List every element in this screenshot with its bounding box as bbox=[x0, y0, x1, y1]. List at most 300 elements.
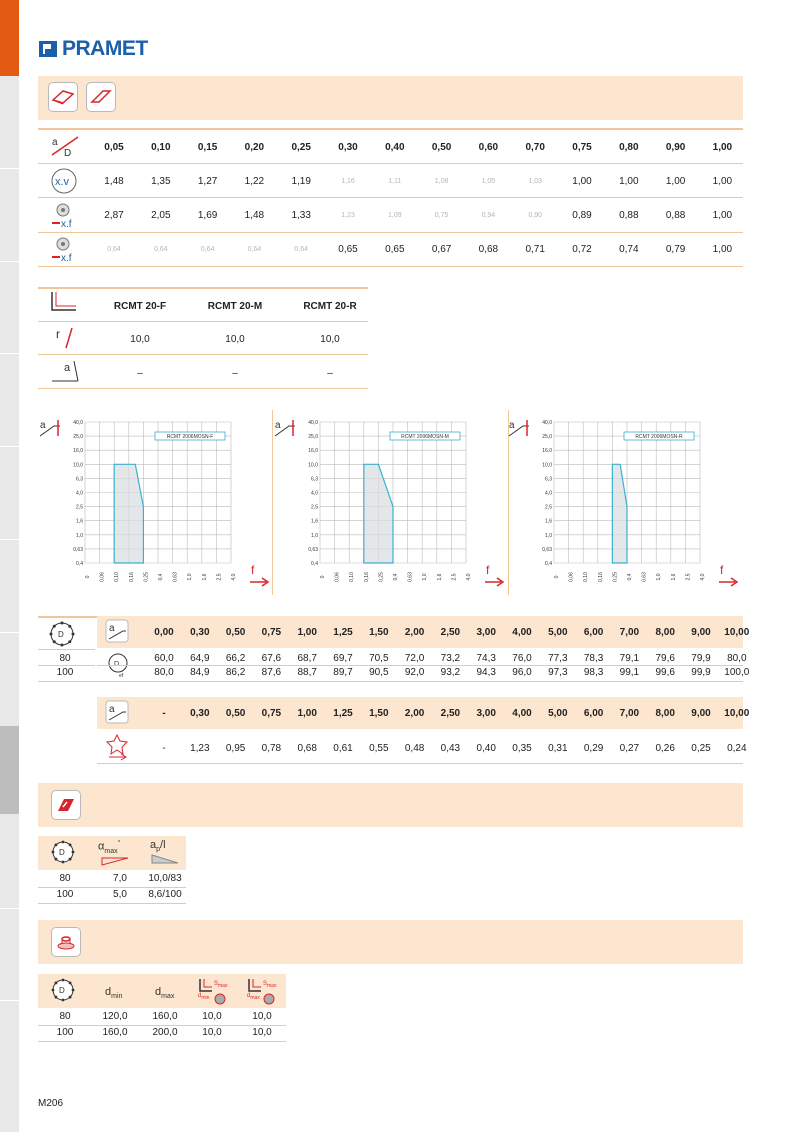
table-cell: 89,7 bbox=[333, 667, 353, 678]
table-cell: 94,3 bbox=[476, 667, 496, 678]
ramp-angle-icon bbox=[100, 856, 130, 866]
table-cell: 88,7 bbox=[297, 667, 317, 678]
column-header: 0,15 bbox=[197, 142, 218, 153]
table-cell: 0,75 bbox=[434, 212, 449, 219]
table-cell: 0,72 bbox=[572, 244, 592, 255]
x-tick-label: 0,10 bbox=[583, 572, 590, 582]
table-cell: 1,00 bbox=[712, 176, 733, 187]
table-cell: 0,31 bbox=[548, 743, 568, 754]
table-cell: 160,0 bbox=[102, 1027, 128, 1038]
table-cell: 0,24 bbox=[727, 743, 747, 754]
table-cell: 74,3 bbox=[476, 653, 496, 664]
x-tick-label: 0,4 bbox=[158, 573, 164, 581]
side-tab-active bbox=[0, 0, 19, 76]
table-cell: 0,27 bbox=[619, 743, 640, 754]
column-header: RCMT 20-R bbox=[303, 301, 357, 312]
ap-depth-icon bbox=[105, 700, 129, 724]
side-tab-strip bbox=[0, 0, 19, 1132]
side-tab-grey bbox=[0, 726, 19, 814]
table-cell: 10,0 bbox=[130, 334, 150, 345]
insert-plate-side-icon bbox=[89, 88, 113, 106]
application-area bbox=[114, 464, 143, 563]
side-tab-divider bbox=[0, 446, 19, 447]
section-band-helical bbox=[38, 920, 743, 964]
column-header: 7,00 bbox=[619, 708, 640, 719]
re-radius-icon bbox=[48, 324, 82, 352]
max-depth-dmin-icon-d-label bbox=[198, 993, 220, 1003]
table-cell: 0,64 bbox=[247, 246, 262, 253]
table-rule bbox=[38, 197, 743, 198]
table-rule bbox=[38, 163, 743, 164]
column-header: 2,00 bbox=[404, 627, 425, 638]
table-cell: 10,0 bbox=[252, 1011, 272, 1022]
chart-2 bbox=[509, 412, 744, 597]
table-cell: 0,67 bbox=[431, 244, 452, 255]
side-tab-divider bbox=[0, 1000, 19, 1001]
feed-arrow-icon bbox=[248, 564, 274, 588]
svg-text:D: D bbox=[59, 848, 65, 857]
dmax-header bbox=[155, 986, 195, 1002]
svg-text:a: a bbox=[275, 420, 281, 431]
max-depth-dmax-icon-d-sub: max bbox=[250, 995, 260, 1002]
y-tick-label: 1,6 bbox=[76, 518, 83, 525]
table-cell: 80 bbox=[59, 1011, 71, 1022]
column-header: 0,70 bbox=[525, 142, 545, 153]
section-band-ramping bbox=[38, 783, 743, 827]
table-rule bbox=[38, 903, 186, 904]
x-tick-label: 0 bbox=[85, 575, 91, 579]
x-tick-label: 4,0 bbox=[466, 573, 472, 581]
table-cell: 0,88 bbox=[619, 210, 639, 221]
x-tick-label: 0,16 bbox=[128, 572, 135, 582]
series-label: RCMT 2006MOSN-M bbox=[401, 434, 449, 440]
table-cell: 99,9 bbox=[691, 667, 711, 678]
table-cell: 1,00 bbox=[665, 176, 686, 187]
y-tick-label: 0,63 bbox=[73, 546, 83, 553]
series-label: RCMT 2006MOSN-F bbox=[166, 434, 214, 440]
max-depth-dmax-icon-s-label bbox=[263, 981, 285, 991]
table-cell: 1,00 bbox=[712, 244, 733, 255]
dmin-header-sub: min bbox=[111, 993, 123, 1001]
table-rule bbox=[97, 763, 743, 764]
table-rule bbox=[38, 287, 368, 289]
column-header: RCMT 20-M bbox=[207, 301, 263, 312]
table-cell: 0,29 bbox=[583, 743, 604, 754]
table-cell: 1,33 bbox=[291, 210, 311, 221]
row-header: 100 bbox=[56, 667, 74, 678]
table-cell: 100 bbox=[56, 889, 74, 900]
column-header: 10,00 bbox=[724, 627, 750, 638]
table-cell: 1,69 bbox=[197, 210, 218, 221]
y-tick-label: 6,3 bbox=[545, 476, 552, 483]
max-depth-dmax-icon-d-label bbox=[247, 993, 269, 1003]
x-tick-label: 0,63 bbox=[172, 572, 179, 582]
table-cell: 100,0 bbox=[724, 667, 750, 678]
pramet-logo-icon bbox=[38, 39, 58, 59]
y-tick-label: 25,0 bbox=[542, 434, 552, 441]
y-tick-label: 16,0 bbox=[73, 448, 83, 455]
svg-text:r: r bbox=[56, 327, 60, 341]
x-tick-label: 1,6 bbox=[436, 573, 443, 581]
table-cell: 2,87 bbox=[104, 210, 124, 221]
table-cell: 200,0 bbox=[152, 1027, 178, 1038]
svg-text:x.f: x.f bbox=[61, 253, 72, 264]
x-tick-label: 4,0 bbox=[700, 573, 706, 581]
column-header: 3,00 bbox=[476, 708, 496, 719]
y-tick-label: 4,0 bbox=[311, 490, 318, 497]
column-header: 8,00 bbox=[655, 627, 675, 638]
y-tick-label: 10,0 bbox=[73, 462, 83, 469]
y-tick-label: 2,5 bbox=[545, 504, 552, 511]
table-cell: 7,0 bbox=[113, 873, 127, 884]
table-cell: 0,68 bbox=[297, 743, 317, 754]
y-tick-label: 16,0 bbox=[308, 448, 318, 455]
svg-text:a: a bbox=[509, 420, 515, 431]
alpha-symbol: α bbox=[98, 840, 105, 853]
alpha-sup: ° bbox=[117, 840, 121, 847]
table-cell: 84,9 bbox=[190, 667, 210, 678]
column-header: 0,50 bbox=[225, 627, 246, 638]
table-cell: 1,03 bbox=[528, 178, 542, 185]
svg-text:a: a bbox=[64, 362, 71, 374]
x-tick-label: 0 bbox=[320, 575, 326, 579]
column-header: 5,00 bbox=[548, 708, 568, 719]
x-tick-label: 0,4 bbox=[393, 573, 399, 581]
svg-text:ef: ef bbox=[119, 673, 124, 679]
x-tick-label: 0 bbox=[554, 575, 560, 579]
chart-plot bbox=[544, 412, 729, 597]
y-tick-label: 1,6 bbox=[545, 518, 552, 525]
y-tick-label: 4,0 bbox=[76, 490, 83, 497]
x-tick-label: 0,4 bbox=[627, 573, 633, 581]
ap-depth-icon bbox=[507, 418, 531, 438]
helical-interpolation-icon bbox=[55, 932, 77, 952]
table-cell: – bbox=[137, 368, 143, 379]
table-cell: 160,0 bbox=[152, 1011, 178, 1022]
side-tab-divider bbox=[0, 908, 19, 909]
x-tick-label: 0,10 bbox=[114, 572, 121, 582]
y-tick-label: 40,0 bbox=[542, 420, 552, 426]
diameter-icon bbox=[50, 977, 76, 1003]
table-cell: 0,25 bbox=[691, 743, 711, 754]
x-tick-label: 1,0 bbox=[422, 573, 429, 581]
column-header: 0,50 bbox=[225, 708, 246, 719]
table-cell: 70,5 bbox=[369, 653, 389, 664]
side-tab-divider bbox=[0, 632, 19, 633]
table-cell: 97,3 bbox=[548, 667, 568, 678]
x-tick-label: 0,25 bbox=[378, 572, 385, 582]
y-tick-label: 10,0 bbox=[308, 462, 318, 469]
table-cell: 99,1 bbox=[619, 667, 640, 678]
table-cell: 1,08 bbox=[434, 178, 449, 185]
column-header: 4,00 bbox=[512, 627, 532, 638]
y-tick-label: 10,0 bbox=[542, 462, 552, 469]
table-cell: 67,6 bbox=[261, 653, 282, 664]
application-area bbox=[612, 464, 627, 563]
x-tick-label: 1,6 bbox=[670, 573, 677, 581]
table-cell: 2,05 bbox=[151, 210, 171, 221]
table-rule bbox=[38, 665, 95, 666]
y-tick-label: 0,63 bbox=[542, 546, 552, 553]
table-cell: 100 bbox=[56, 1027, 74, 1038]
column-header: 1,00 bbox=[297, 708, 317, 719]
table-cell: 0,43 bbox=[440, 743, 461, 754]
column-header: 3,00 bbox=[476, 627, 496, 638]
column-header: 2,50 bbox=[440, 708, 461, 719]
column-header: 6,00 bbox=[583, 627, 604, 638]
table-cell: 0,26 bbox=[655, 743, 675, 754]
column-header: 1,00 bbox=[712, 142, 733, 153]
table-cell: 1,11 bbox=[388, 178, 402, 185]
column-header: 0,75 bbox=[572, 142, 592, 153]
table-cell: 0,78 bbox=[261, 743, 282, 754]
x-tick-label: 4,0 bbox=[231, 573, 237, 581]
table-cell: 68,7 bbox=[297, 653, 317, 664]
table-cell: 1,09 bbox=[387, 212, 402, 219]
table-cell: 1,16 bbox=[341, 178, 355, 185]
y-tick-label: 1,6 bbox=[311, 518, 318, 525]
column-header: 5,00 bbox=[548, 627, 568, 638]
x-axis-label: f bbox=[486, 563, 490, 577]
column-header: 0,75 bbox=[261, 708, 282, 719]
chart-0 bbox=[40, 412, 275, 597]
table-cell: 76,0 bbox=[512, 653, 532, 664]
table-cell: – bbox=[232, 368, 238, 379]
table-cell: 64,9 bbox=[190, 653, 210, 664]
table-cell: 0,79 bbox=[665, 244, 686, 255]
ramping-icon-box bbox=[51, 790, 81, 820]
y-tick-label: 0,4 bbox=[76, 561, 83, 567]
column-header: 0,40 bbox=[385, 142, 405, 153]
table-cell: 0,65 bbox=[385, 244, 405, 255]
table-cell: 10,0 bbox=[202, 1027, 222, 1038]
x-tick-label: 1,6 bbox=[201, 573, 208, 581]
ap-l-sub: p bbox=[156, 846, 161, 854]
dmax-header-main: d bbox=[155, 986, 162, 998]
table-cell: 0,48 bbox=[404, 743, 425, 754]
x-tick-label: 2,5 bbox=[451, 573, 458, 581]
xf-feed-icon-2 bbox=[50, 235, 78, 263]
column-header: RCMT 20-F bbox=[113, 301, 167, 312]
table-cell: 79,6 bbox=[655, 653, 675, 664]
table-cell: 72,0 bbox=[404, 653, 425, 664]
side-tab-divider bbox=[0, 168, 19, 169]
column-header: 0,00 bbox=[154, 627, 174, 638]
ramping-icon bbox=[55, 795, 77, 815]
table-cell: 0,35 bbox=[512, 743, 532, 754]
table-cell: 79,9 bbox=[691, 653, 711, 664]
table-cell: 0,64 bbox=[153, 246, 168, 253]
y-tick-label: 16,0 bbox=[542, 448, 552, 455]
table-rule bbox=[38, 321, 368, 322]
svg-text:D: D bbox=[58, 630, 64, 639]
table-cell: 120,0 bbox=[102, 1011, 128, 1022]
table-cell: 73,2 bbox=[440, 653, 461, 664]
column-header: 4,00 bbox=[512, 708, 532, 719]
column-header: 0,25 bbox=[291, 142, 311, 153]
column-header: 1,50 bbox=[369, 627, 389, 638]
max-depth-dmax-icon-s-sub: max bbox=[267, 983, 277, 990]
table-cell: 0,74 bbox=[619, 244, 639, 255]
x-tick-label: 2,5 bbox=[685, 573, 692, 581]
max-depth-dmax-icon-s: S bbox=[263, 981, 268, 987]
column-header: - bbox=[162, 708, 166, 719]
row-header: 80 bbox=[59, 653, 71, 664]
table-cell: 78,3 bbox=[583, 653, 604, 664]
column-header: 9,00 bbox=[691, 627, 711, 638]
table-cell: 8,6/100 bbox=[148, 889, 182, 900]
table-cell: 86,2 bbox=[225, 667, 246, 678]
table-cell: 0,71 bbox=[525, 244, 545, 255]
table-cell: 10,0 bbox=[320, 334, 340, 345]
x-tick-label: 0,16 bbox=[597, 572, 604, 582]
table-rule bbox=[38, 128, 743, 130]
column-header: 10,00 bbox=[724, 708, 750, 719]
diameter-icon bbox=[48, 620, 76, 648]
table-cell: 1,22 bbox=[244, 176, 265, 187]
table-cell: 0,89 bbox=[572, 210, 592, 221]
table-cell: 1,23 bbox=[341, 212, 355, 219]
column-header: 1,25 bbox=[333, 708, 353, 719]
x-tick-label: 0,06 bbox=[99, 572, 106, 582]
feed-factor-icon bbox=[105, 733, 131, 761]
y-tick-label: 0,63 bbox=[308, 546, 318, 553]
table-cell: 80,0 bbox=[727, 653, 747, 664]
diameter-icon bbox=[50, 839, 76, 865]
table-cell: 1,19 bbox=[291, 176, 311, 187]
ap-l-tail: /l bbox=[160, 839, 166, 851]
table-rule bbox=[38, 681, 743, 682]
y-tick-label: 1,0 bbox=[76, 532, 83, 539]
column-header: 0,60 bbox=[478, 142, 499, 153]
column-header: 2,50 bbox=[440, 627, 461, 638]
max-depth-dmin-icon-s-sub: max bbox=[218, 983, 228, 990]
table-cell: 1,48 bbox=[104, 176, 124, 187]
table-cell: 10,0 bbox=[252, 1027, 272, 1038]
table-cell: 0,64 bbox=[294, 246, 308, 253]
x-tick-label: 0,06 bbox=[568, 572, 575, 582]
table-cell: 90,5 bbox=[369, 667, 389, 678]
alpha-sub: max bbox=[104, 847, 118, 855]
table-rule bbox=[38, 1041, 286, 1042]
table-cell: 60,0 bbox=[154, 653, 174, 664]
table-cell: 1,00 bbox=[712, 210, 733, 221]
side-tab-divider bbox=[0, 539, 19, 540]
ap-over-d-icon bbox=[48, 133, 82, 159]
svg-text:D: D bbox=[64, 148, 72, 159]
table-rule bbox=[38, 388, 368, 389]
column-header: 0,80 bbox=[619, 142, 639, 153]
dmax-header-sub: max bbox=[161, 993, 175, 1001]
column-header: 1,50 bbox=[369, 708, 389, 719]
y-tick-label: 0,4 bbox=[311, 561, 318, 567]
max-depth-dmin-icon-s: S bbox=[214, 981, 219, 987]
ap-depth-icon bbox=[105, 619, 129, 643]
table-cell: 10,0 bbox=[225, 334, 245, 345]
table-cell: 79,1 bbox=[619, 653, 640, 664]
table-cell: 0,68 bbox=[478, 244, 499, 255]
table-cell: 69,7 bbox=[333, 653, 353, 664]
y-tick-label: 25,0 bbox=[73, 434, 83, 441]
svg-text:D: D bbox=[59, 986, 65, 995]
y-tick-label: 40,0 bbox=[308, 420, 318, 426]
dmin-header-main: d bbox=[105, 986, 112, 998]
table-cell: 96,0 bbox=[512, 667, 532, 678]
series-label: RCMT 2006MOSN-R bbox=[635, 434, 683, 440]
table-cell: 92,0 bbox=[404, 667, 425, 678]
table-cell: 0,95 bbox=[225, 743, 246, 754]
column-header: 2,00 bbox=[404, 708, 425, 719]
x-tick-label: 1,0 bbox=[187, 573, 194, 581]
insert-icon-box bbox=[48, 82, 78, 112]
ap-l-a: a bbox=[150, 839, 157, 851]
y-tick-label: 1,0 bbox=[311, 532, 318, 539]
column-header: 8,00 bbox=[655, 708, 675, 719]
x-tick-label: 2,5 bbox=[216, 573, 223, 581]
ap-depth-icon bbox=[38, 418, 62, 438]
xv-speed-icon bbox=[50, 167, 78, 195]
table-cell: 0,55 bbox=[369, 743, 389, 754]
table-cell: 1,27 bbox=[197, 176, 218, 187]
svg-text:a: a bbox=[40, 420, 46, 431]
x-tick-label: 1,0 bbox=[656, 573, 663, 581]
table-cell: 1,35 bbox=[151, 176, 171, 187]
x-tick-label: 0,10 bbox=[349, 572, 356, 582]
table-rule bbox=[38, 266, 743, 267]
x-tick-label: 0,63 bbox=[641, 572, 648, 582]
y-tick-label: 6,3 bbox=[311, 476, 318, 483]
max-depth-dmax-icon-d: d bbox=[247, 993, 251, 999]
ap-depth-icon bbox=[273, 418, 297, 438]
insert-icon-box-2 bbox=[86, 82, 116, 112]
x-axis-label: f bbox=[720, 563, 724, 577]
a-chamfer-icon bbox=[48, 357, 82, 385]
column-header: 0,30 bbox=[338, 142, 358, 153]
column-header: 1,00 bbox=[297, 627, 317, 638]
side-tab-divider bbox=[0, 261, 19, 262]
side-tab-divider bbox=[0, 353, 19, 354]
application-area bbox=[364, 464, 393, 563]
max-depth-dmin-icon-s-label bbox=[214, 981, 236, 991]
feed-arrow-icon bbox=[717, 564, 743, 588]
y-tick-label: 25,0 bbox=[308, 434, 318, 441]
xf-feed-icon bbox=[50, 201, 78, 229]
column-header: 0,05 bbox=[104, 142, 124, 153]
table-cell: 0,64 bbox=[200, 246, 215, 253]
column-header: 9,00 bbox=[691, 708, 711, 719]
table-rule bbox=[38, 354, 368, 355]
table-cell: 10,0/83 bbox=[148, 873, 182, 884]
table-cell: 80,0 bbox=[154, 667, 174, 678]
y-tick-label: 6,3 bbox=[76, 476, 83, 483]
section-band-turning bbox=[38, 76, 743, 120]
max-depth-dmin-icon-d: d bbox=[198, 993, 202, 999]
y-tick-label: 2,5 bbox=[76, 504, 83, 511]
x-tick-label: 0,06 bbox=[334, 572, 341, 582]
brand-name: PRAMET bbox=[62, 37, 148, 60]
corner-radius-icon bbox=[48, 290, 80, 316]
svg-text:a: a bbox=[109, 623, 115, 634]
column-header: 1,25 bbox=[333, 627, 353, 638]
table-cell: 1,48 bbox=[244, 210, 265, 221]
table-cell: 99,6 bbox=[655, 667, 675, 678]
column-header: 0,30 bbox=[190, 708, 210, 719]
chart-plot bbox=[310, 412, 495, 597]
x-tick-label: 0,25 bbox=[612, 572, 619, 582]
table-cell: 5,0 bbox=[113, 889, 127, 900]
column-header: 0,20 bbox=[244, 142, 265, 153]
insert-plate-icon bbox=[51, 88, 75, 106]
